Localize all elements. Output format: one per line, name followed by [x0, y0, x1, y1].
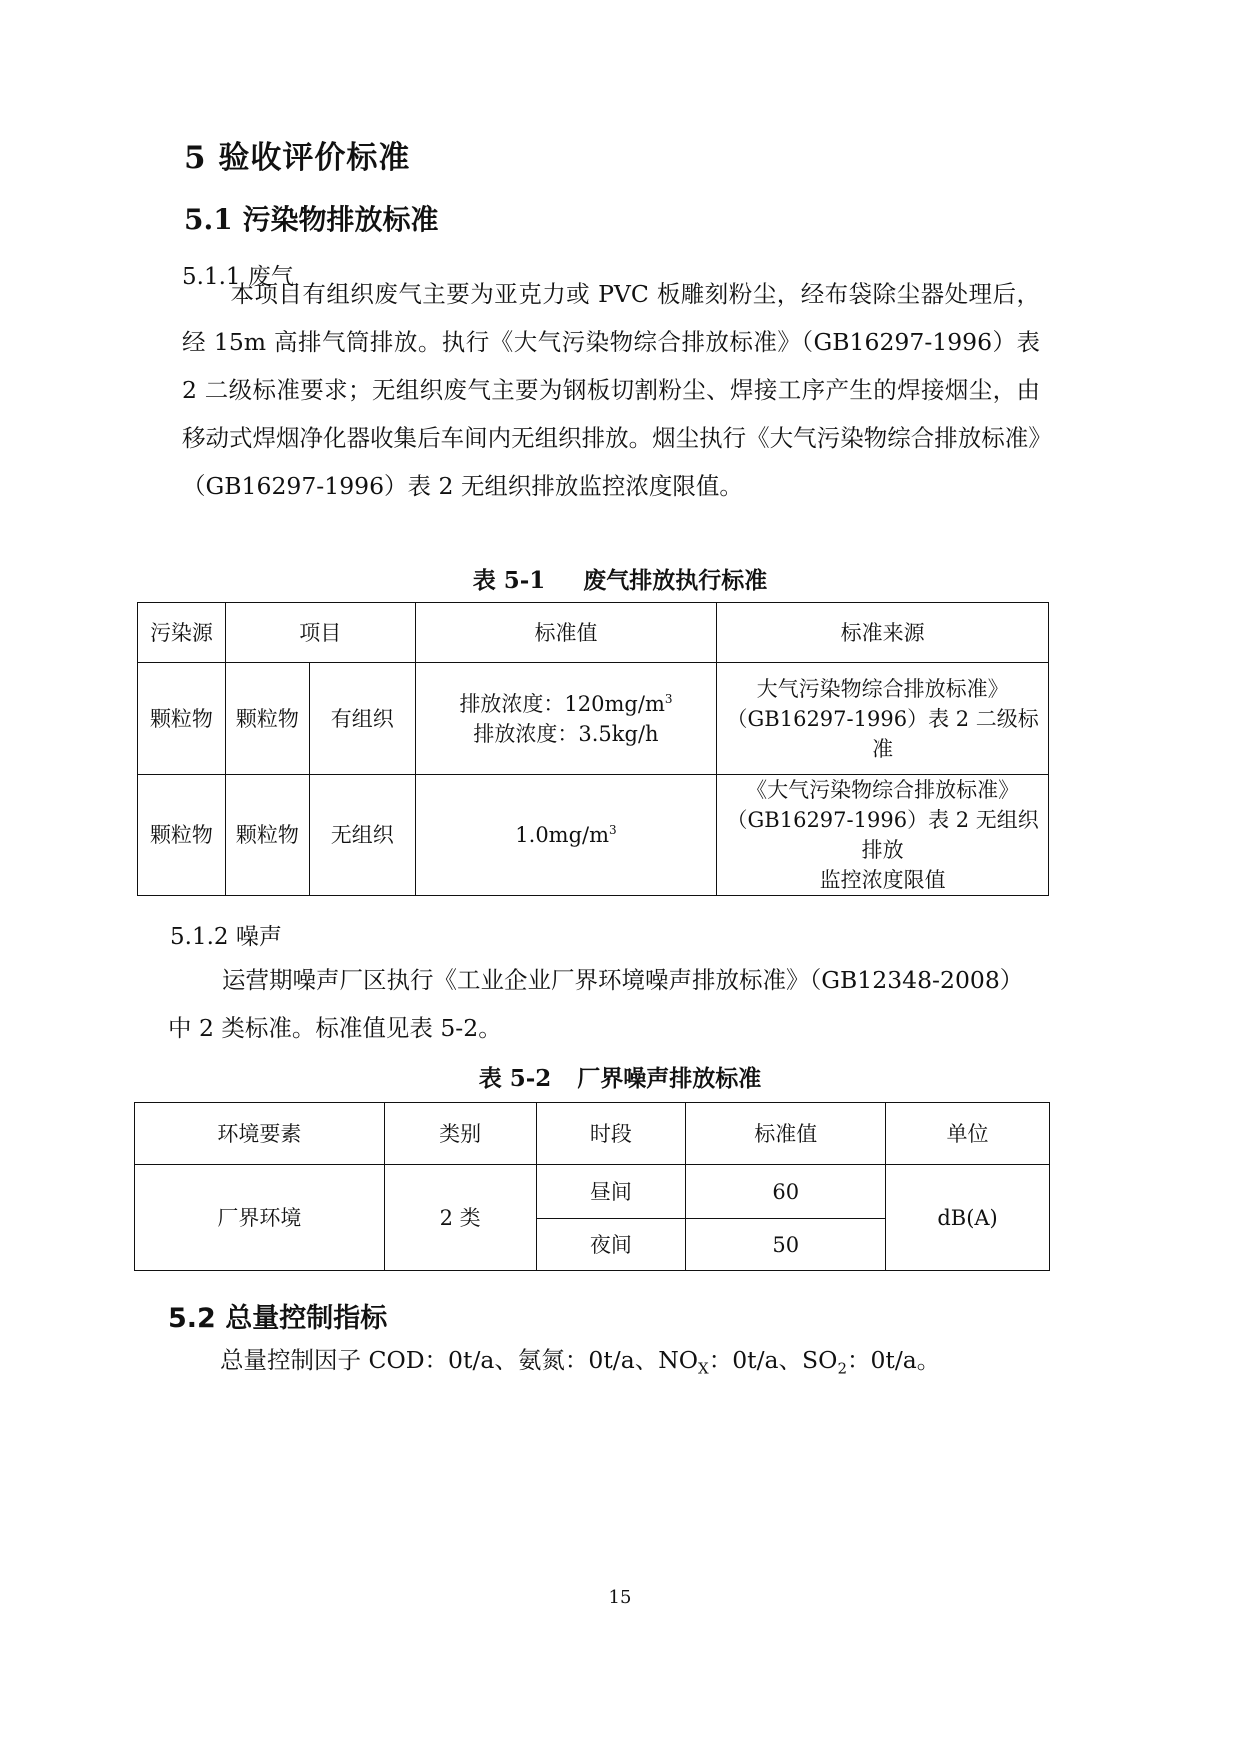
table2-cell-category: 2 类	[384, 1165, 536, 1271]
table2-header-category: 类别	[384, 1103, 536, 1165]
table2-header-period: 时段	[536, 1103, 686, 1165]
table1-header-value: 标准值	[415, 603, 717, 663]
table2-header-element: 环境要素	[135, 1103, 385, 1165]
table-row	[135, 1165, 1050, 1219]
page-number: 15	[608, 1587, 632, 1608]
table1-cell-value	[415, 775, 717, 896]
origin-line: 监控浓度限值	[819, 868, 946, 892]
origin-line: 大气污染物综合排放标准》	[756, 676, 1009, 701]
table-row	[138, 663, 1049, 775]
chapter-heading: 5 验收评价标准	[184, 140, 411, 176]
air-emission-standard-table	[137, 602, 1049, 896]
table1-cell-item: 颗粒物	[225, 663, 309, 775]
section-heading-5-2: 5.2 总量控制指标	[168, 1303, 388, 1334]
table2-header-unit: 单位	[886, 1103, 1050, 1165]
table2-cell-unit: dB(A)	[886, 1165, 1050, 1271]
origin-line: 《大气污染物综合排放标准》	[746, 778, 1020, 802]
table2-header-row	[135, 1103, 1050, 1165]
table2-caption-number: 表 5-2	[478, 1065, 552, 1092]
table1-cell-type: 无组织	[309, 775, 415, 896]
noise-standard-table	[134, 1102, 1050, 1271]
table2-caption	[0, 1060, 1240, 1093]
section-heading-5-1: 5.1 污染物排放标准	[184, 203, 439, 236]
table-row	[138, 775, 1049, 896]
table2-cell-value: 60	[686, 1165, 886, 1219]
table1-cell-origin	[717, 663, 1049, 775]
table2-cell-period: 昼间	[536, 1165, 686, 1219]
table1-cell-source: 颗粒物	[138, 775, 226, 896]
subsection-heading-5-1-2: 5.1.2 噪声	[170, 924, 282, 950]
table2-cell-value: 50	[686, 1219, 886, 1271]
paragraph-noise-line1: 运营期噪声厂区执行《工业企业厂界环境噪声排放标准》（GB12348-2008）	[222, 966, 1024, 994]
table1-header-row	[138, 603, 1049, 663]
table1-cell-item: 颗粒物	[225, 775, 309, 896]
table2-header-value: 标准值	[686, 1103, 886, 1165]
table1-caption-title: 废气排放执行标准	[583, 567, 768, 594]
table2-cell-period: 夜间	[536, 1219, 686, 1271]
table1-cell-type: 有组织	[309, 663, 415, 775]
table1-header-source: 污染源	[138, 603, 226, 663]
table1-caption	[0, 562, 1240, 595]
table1-cell-origin	[717, 775, 1049, 896]
paragraph-total-control: 总量控制因子 COD：0t/a、氨氮：0t/a、$NO_X$：0t/a、$SO_2$：0t/a。	[220, 1346, 941, 1378]
origin-line: （GB16297-1996）表 2 无组织排放	[726, 808, 1039, 862]
table1-caption-number: 表 5-1	[472, 567, 546, 594]
table1-cell-value	[415, 663, 717, 775]
table1-header-origin: 标准来源	[717, 603, 1049, 663]
table2-cell-element: 厂界环境	[135, 1165, 385, 1271]
value-line: 排放浓度：$120mg/m^3$	[459, 691, 673, 716]
paragraph-air-emission	[182, 270, 1040, 510]
paragraph-noise	[168, 956, 1048, 1052]
value-line: 排放浓度：3.5kg/h	[473, 721, 659, 746]
table2-caption-title: 厂界噪声排放标准	[577, 1065, 762, 1092]
table1-cell-source: 颗粒物	[138, 663, 226, 775]
origin-line: （GB16297-1996）表 2 二级标准	[726, 706, 1039, 761]
paragraph-air-text: 本项目有组织废气主要为亚克力或 PVC 板雕刻粉尘，经布袋除尘器处理后，经 15m 高排气筒排放。执行《大气污染物综合排放标准》（GB16297-1996）表 2 二级标准要求；无组织废气主要为钢板切割粉尘、焊接工序产生的焊接烟尘，由移动式焊烟净化器收集后车间内无组织排放。烟尘执行《大气污染物综合排放标准》（GB16297-1996）表 2 无组织排放监控浓度限值。	[182, 280, 1040, 500]
value-line: $1.0mg/m^3$	[515, 823, 617, 847]
table1-header-item: 项目	[225, 603, 415, 663]
subsection-heading-5-1-1: 5.1.1 废气	[182, 264, 294, 290]
paragraph-noise-line2: 中 2 类标准。标准值见表 5-2。	[168, 1014, 502, 1042]
